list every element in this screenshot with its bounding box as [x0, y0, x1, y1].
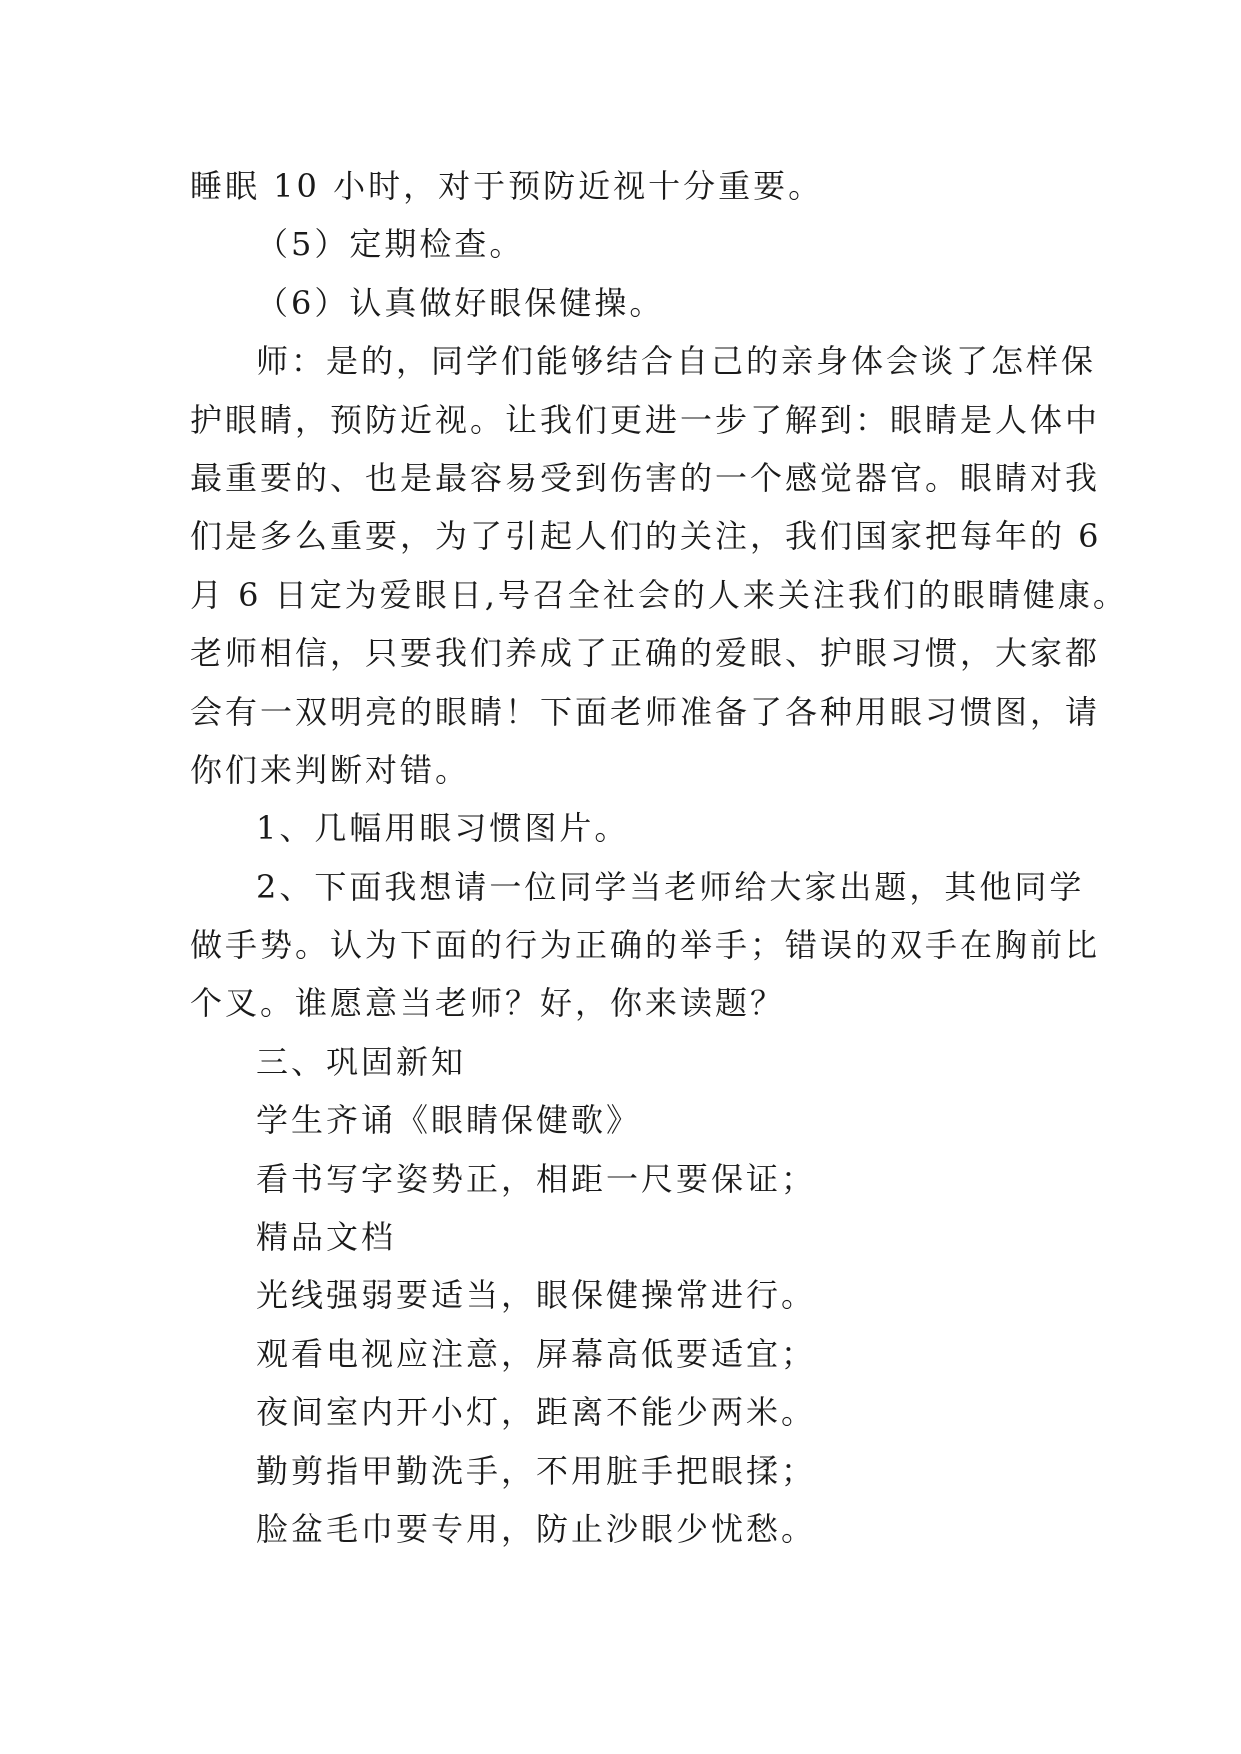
- text-line: 做手势。认为下面的行为正确的举手；错误的双手在胸前比: [190, 926, 1101, 965]
- poem-line: 脸盆毛巾要专用，防止沙眼少忧愁。: [256, 1509, 817, 1548]
- text-line: （6）认真做好眼保健操。: [256, 283, 665, 322]
- text-line: 护眼睛，预防近视。让我们更进一步了解到：眼睛是人体中: [190, 400, 1101, 439]
- text-line: 老师相信，只要我们养成了正确的爱眼、护眼习惯，大家都: [190, 634, 1101, 673]
- body-text: [190, 157, 1128, 1558]
- poem-line: 夜间室内开小灯，距离不能少两米。: [256, 1393, 817, 1432]
- text-line: 师：是的，同学们能够结合自己的亲身体会谈了怎样保: [256, 342, 1097, 381]
- poem-line: 观看电视应注意，屏幕高低要适宜；: [256, 1334, 817, 1373]
- watermark-text: 精品文档: [256, 1218, 397, 1257]
- text-line: 个叉。谁愿意当老师？好，你来读题？: [190, 984, 786, 1023]
- text-line: 们是多么重要，为了引起人们的关注，我们国家把每年的 6: [190, 517, 1102, 556]
- text-line: 睡眠 10 小时，对于预防近视十分重要。: [190, 167, 824, 205]
- text-line: （5）定期检查。: [256, 225, 525, 264]
- text-line: 你们来判断对错。: [190, 750, 471, 789]
- text-line: 1、几幅用眼习惯图片。: [256, 809, 630, 848]
- text-line: 会有一双明亮的眼睛！下面老师准备了各种用眼习惯图，请: [190, 692, 1101, 731]
- text-line: 学生齐诵《眼睛保健歌》: [256, 1101, 642, 1140]
- text-line: 2、下面我想请一位同学当老师给大家出题，其他同学: [256, 867, 1085, 906]
- text-line: 最重要的、也是最容易受到伤害的一个感觉器官。眼睛对我: [190, 458, 1101, 497]
- poem-line: 勤剪指甲勤洗手，不用脏手把眼揉；: [256, 1451, 817, 1490]
- section-heading: 三、巩固新知: [256, 1042, 467, 1081]
- text-line: 月 6 日定为爱眼日,号召全社会的人来关注我们的眼睛健康。: [190, 575, 1128, 614]
- poem-line: 看书写字姿势正，相距一尺要保证；: [256, 1159, 817, 1198]
- poem-line: 光线强弱要适当，眼保健操常进行。: [256, 1276, 817, 1315]
